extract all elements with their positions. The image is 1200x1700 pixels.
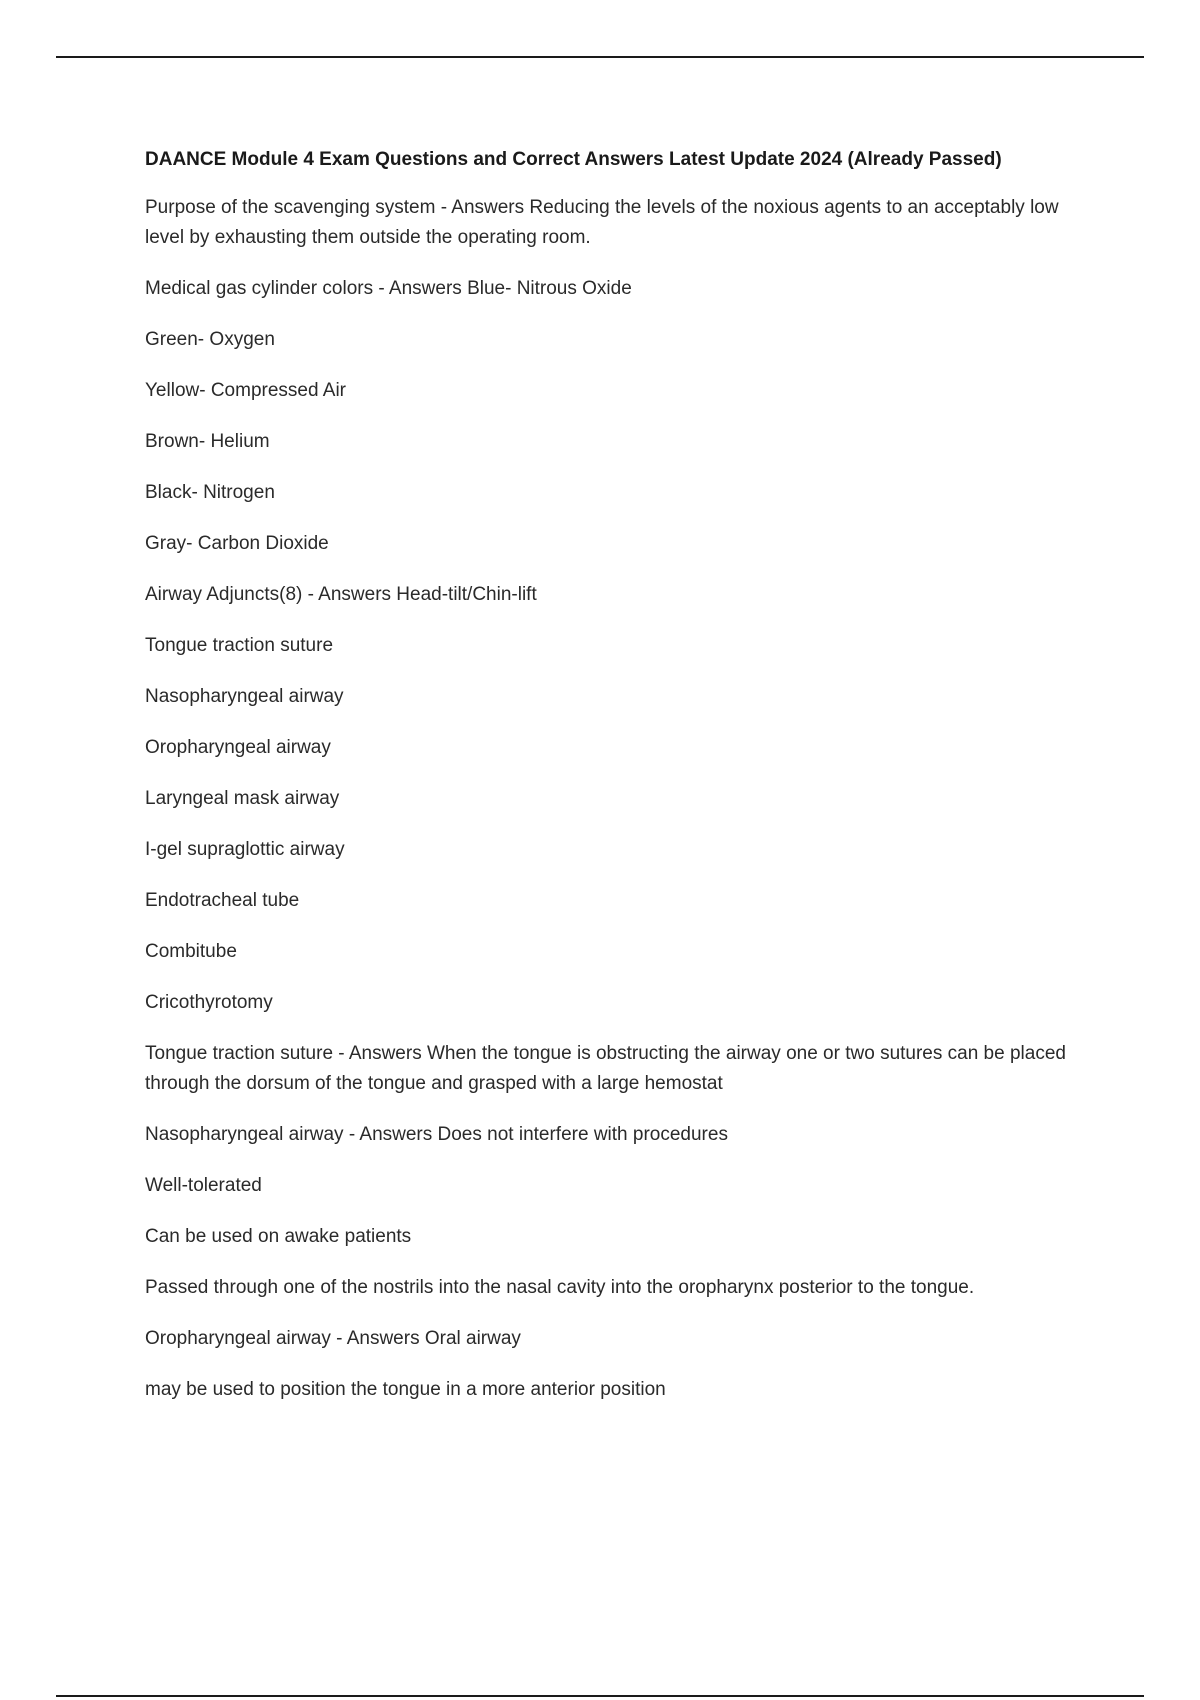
paragraph: Laryngeal mask airway: [145, 788, 340, 809]
paragraph: Airway Adjuncts(8) - Answers Head-tilt/Chin-lift: [145, 584, 537, 605]
paragraph: Green- Oxygen: [145, 329, 275, 350]
paragraph: Endotracheal tube: [145, 890, 300, 911]
paragraph: Purpose of the scavenging system - Answers Reducing the levels of the noxious agents to an acceptably low level by exhausting them outside the operating room.: [145, 197, 1059, 248]
document-title: DAANCE Module 4 Exam Questions and Correct Answers Latest Update 2024 (Already Passed): [145, 149, 1002, 170]
paragraph: Tongue traction suture: [145, 635, 334, 656]
paragraph: Oropharyngeal airway: [145, 737, 331, 758]
paragraph: Passed through one of the nostrils into the nasal cavity into the oropharynx posterior to the tongue.: [145, 1277, 975, 1298]
paragraph: Medical gas cylinder colors - Answers Blue- Nitrous Oxide: [145, 278, 632, 299]
paragraph: Nasopharyngeal airway - Answers Does not interfere with procedures: [145, 1124, 728, 1145]
paragraph: Yellow- Compressed Air: [145, 380, 346, 401]
paragraph: Tongue traction suture - Answers When the tongue is obstructing the airway one or two sutures can be placed through the dorsum of the tongue and grasped with a large hemostat: [145, 1043, 1066, 1094]
paragraph: Brown- Helium: [145, 431, 270, 452]
paragraph: Combitube: [145, 941, 237, 962]
header-divider: [56, 56, 1144, 58]
paragraph: Well-tolerated: [145, 1175, 262, 1196]
document-body: [145, 145, 1090, 1426]
paragraph: Black- Nitrogen: [145, 482, 275, 503]
paragraph: may be used to position the tongue in a more anterior position: [145, 1379, 666, 1400]
footer-divider: [56, 1695, 1144, 1697]
paragraph: Can be used on awake patients: [145, 1226, 412, 1247]
paragraph: Nasopharyngeal airway: [145, 686, 344, 707]
paragraph: Cricothyrotomy: [145, 992, 273, 1013]
paragraph: Gray- Carbon Dioxide: [145, 533, 329, 554]
paragraph: Oropharyngeal airway - Answers Oral airway: [145, 1328, 521, 1349]
paragraph: I-gel supraglottic airway: [145, 839, 345, 860]
